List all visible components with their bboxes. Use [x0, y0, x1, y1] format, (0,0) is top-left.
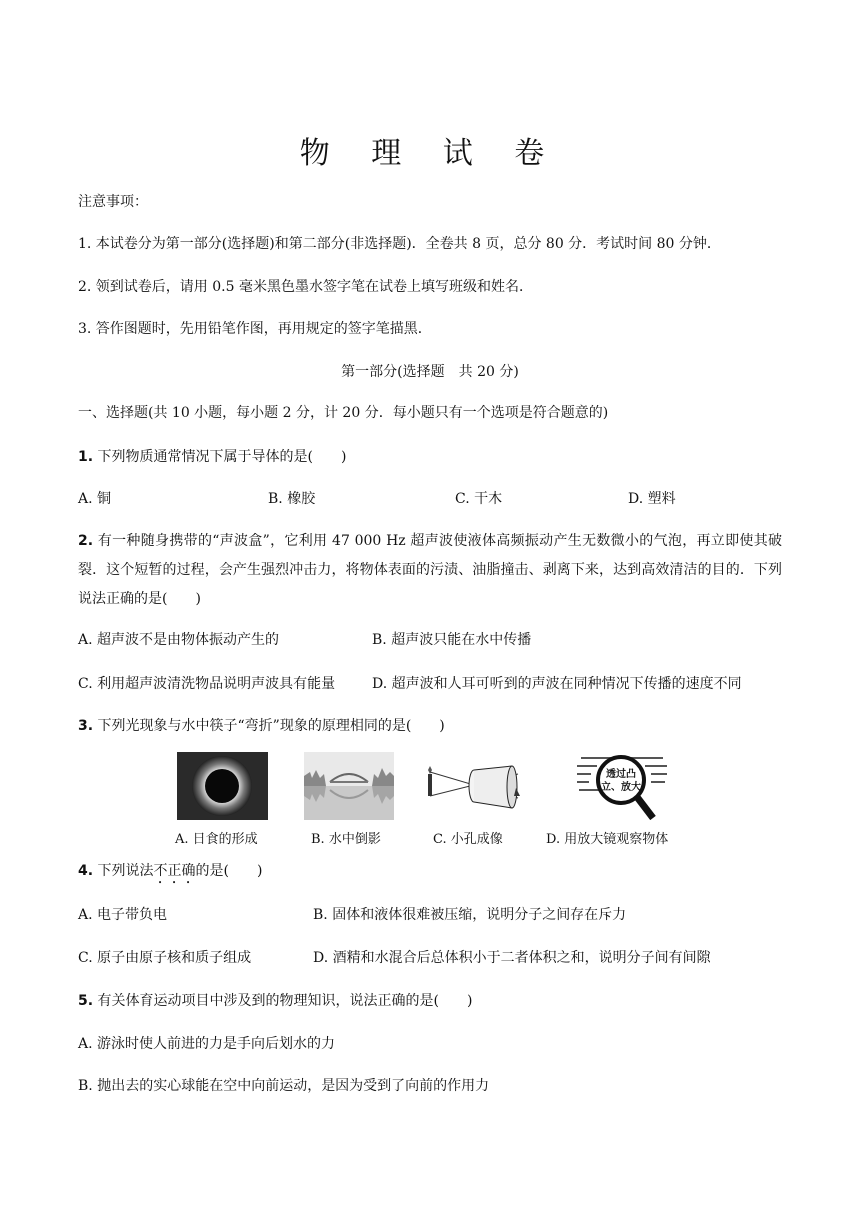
magnifier-text-1: 透过凸 [606, 769, 636, 780]
option-b: B. 抛出去的实心球能在空中向前运动，是因为受到了向前的作用力 [78, 1078, 490, 1094]
option-d: D. 酒精和水混合后总体积小于二者体积之和，说明分子间有间隙 [313, 950, 711, 966]
option-c: C. 干木 [455, 491, 503, 507]
section1-heading: 一、选择题(共 10 小题，每小题 2 分，计 20 分．每小题只有一个选项是符合题意的) [78, 405, 609, 421]
question-number: 4. [78, 863, 94, 879]
question-4 [78, 861, 262, 887]
option-a: A. 超声波不是由物体振动产生的 [78, 632, 280, 648]
option-a: A. 游泳时使人前进的力是手向后划水的力 [78, 1036, 336, 1052]
notice-heading: 注意事项： [78, 194, 148, 210]
question-2 [78, 527, 782, 614]
question-1 [78, 447, 346, 467]
option-b: B. 固体和液体很难被压缩，说明分子之间存在斥力 [313, 907, 627, 923]
emphasis-text: 不正确 [153, 863, 196, 879]
magnifier-text-2: 立、放大 [601, 782, 641, 793]
caption-a: A. 日食的形成 [175, 832, 258, 847]
option-b: B. 橡胶 [268, 491, 316, 507]
question-stem-end: 的是( ) [195, 863, 263, 879]
eclipse-image [177, 752, 268, 820]
reflection-image [304, 752, 394, 820]
question-3 [78, 716, 445, 736]
option-a: A. 铜 [78, 491, 112, 507]
notice-item-3: 3. 答作图题时，先用铅笔作图，再用规定的签字笔描黑． [78, 321, 432, 337]
question-stem: 有关体育运动项目中涉及到的物理知识，说法正确的是( ) [97, 993, 473, 1009]
caption-d: D. 用放大镜观察物体 [546, 832, 669, 847]
question-number: 2. [78, 533, 94, 549]
question-number: 1. [78, 449, 94, 465]
pinhole-image [424, 752, 528, 820]
question-stem: 有一种随身携带的“声波盒”，它利用 47 000 Hz 超声波使液体高频振动产生无数微小的气泡，再立即使其破裂．这个短暂的过程，会产生强烈冲击力，将物体表面的污渍、油脂撞击、剥离下来，达到高效清洁的目的．下列说法正确的是( ) [78, 533, 783, 607]
question-stem: 下列说法 [97, 863, 154, 879]
option-b: B. 超声波只能在水中传播 [372, 632, 532, 648]
option-d: D. 超声波和人耳可听到的声波在同种情况下传播的速度不同 [372, 676, 742, 692]
question-5 [78, 991, 472, 1011]
notice-item-1: 1. 本试卷分为第一部分(选择题)和第二部分(非选择题)．全卷共 8 页，总分 80 分．考试时间 80 分钟． [78, 236, 721, 252]
option-c: C. 原子由原子核和质子组成 [78, 950, 252, 966]
part1-heading: 第一部分(选择题 共 20 分) [341, 364, 519, 380]
caption-c: C. 小孔成像 [433, 832, 503, 847]
page-title: 物 理 试 卷 [299, 136, 561, 171]
option-a: A. 电子带负电 [78, 907, 168, 923]
question-number: 3. [78, 718, 94, 734]
notice-item-2: 2. 领到试卷后，请用 0.5 毫米黑色墨水签字笔在试卷上填写班级和姓名． [78, 279, 533, 295]
question-number: 5. [78, 993, 94, 1009]
option-d: D. 塑料 [628, 491, 676, 507]
option-c: C. 利用超声波清洗物品说明声波具有能量 [78, 676, 336, 692]
question-stem: 下列物质通常情况下属于导体的是( ) [97, 449, 347, 465]
question-stem: 下列光现象与水中筷子“弯折”现象的原理相同的是( ) [97, 718, 445, 734]
magnifier-image [567, 752, 675, 820]
caption-b: B. 水中倒影 [311, 832, 381, 847]
